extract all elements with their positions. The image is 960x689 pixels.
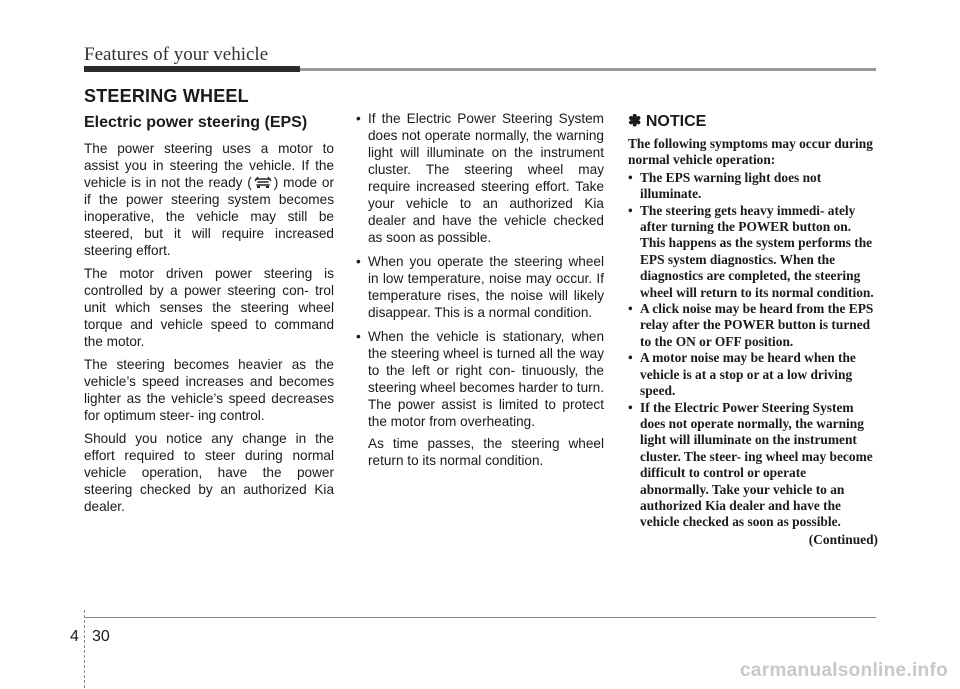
section-title: STEERING WHEEL [84, 86, 249, 106]
list-item: • The steering gets heavy immedi- ately after turning the POWER button on. This happens as the system performs the EPS system diagnostics. When the diagnostics are completed, the steering wheel will return to its normal condition. [628, 203, 878, 301]
header-rule-accent [84, 66, 300, 72]
paragraph-motor: The motor driven power steering is controlled by a power steering con- trol unit which senses the steering wheel torque and vehicle speed to command the motor. [84, 266, 334, 349]
notice-title [628, 113, 878, 130]
list-item: • A motor noise may be heard when the vehicle is at a stop or at a low driving speed. [628, 350, 878, 399]
ready-indicator-icon [254, 175, 272, 189]
footer-divider [84, 610, 85, 688]
paragraph-speed: The steering becomes heavier as the vehicle’s speed increases and becomes lighter as the vehicle’s speed decreases for optimum steer- ing control. [84, 357, 334, 423]
notice-list [628, 170, 878, 531]
notice-box [628, 110, 878, 548]
list-item: • If the Electric Power Steering System does not operate normally, the warning light will illuminate on the instrument cluster. The steer- ing wheel may become difficult to control or operate abnormally. Take your vehicle to an authorized Kia dealer and have the vehicle checked as soon as possible. [628, 400, 878, 531]
column-middle [354, 110, 604, 475]
paragraph-intro [84, 140, 334, 259]
watermark: carmanualsonline.info [740, 660, 948, 681]
notice-star-icon: ✽ [628, 113, 642, 130]
notice-title-text: NOTICE [645, 113, 707, 130]
notice-intro: The following symptoms may occur during normal vehicle operation: [628, 136, 873, 168]
bullet-list [354, 110, 604, 430]
list-item: • If the Electric Power Steering System does not operate normally, the warning light will illuminate on the instrument cluster. The steering wheel may require increased steering effort. Take your vehicle to an authorized Kia dealer and have the vehicle checked as soon as possible. [354, 110, 604, 246]
list-item: • When you operate the steering wheel in low temperature, noise may occur. If temperature rises, the noise will likely disappear. This is a normal condition. [354, 253, 604, 321]
list-item: • When the vehicle is stationary, when the steering wheel is turned all the way to the left or right con- tinuously, the steering wheel becomes harder to turn. The power assist is limited to protect the motor from overheating. [354, 328, 604, 430]
paragraph-change: Should you notice any change in the effort required to steer during normal vehicle operation, have the power steering checked by an authorized Kia dealer. [84, 431, 334, 514]
list-item: • The EPS warning light does not illuminate. [628, 170, 878, 203]
page-number: 30 [92, 628, 110, 645]
notice-body [628, 136, 878, 531]
column-left [84, 110, 334, 521]
paragraph-intro-text-b: ) mode or if the power steering system becomes inoperative, the vehicle may still be steered, but it will require increased steering effort. [84, 175, 334, 258]
eps-heading: Electric power steering (EPS) [84, 114, 308, 131]
continued-label: (Continued) [808, 531, 878, 547]
footer-rule [84, 617, 876, 618]
chapter-number: 4 [70, 628, 79, 645]
paragraph-intro-text-a: The power steering uses a motor to assist you in steering the vehicle. If the vehicle is in not the ready ( [84, 141, 334, 190]
header-title: Features of your vehicle [84, 44, 269, 65]
paragraph-followup: As time passes, the steering wheel return to its normal condition. [368, 436, 604, 468]
list-item: • A click noise may be heard from the EPS relay after the POWER button is turned to the ON or OFF position. [628, 301, 878, 350]
